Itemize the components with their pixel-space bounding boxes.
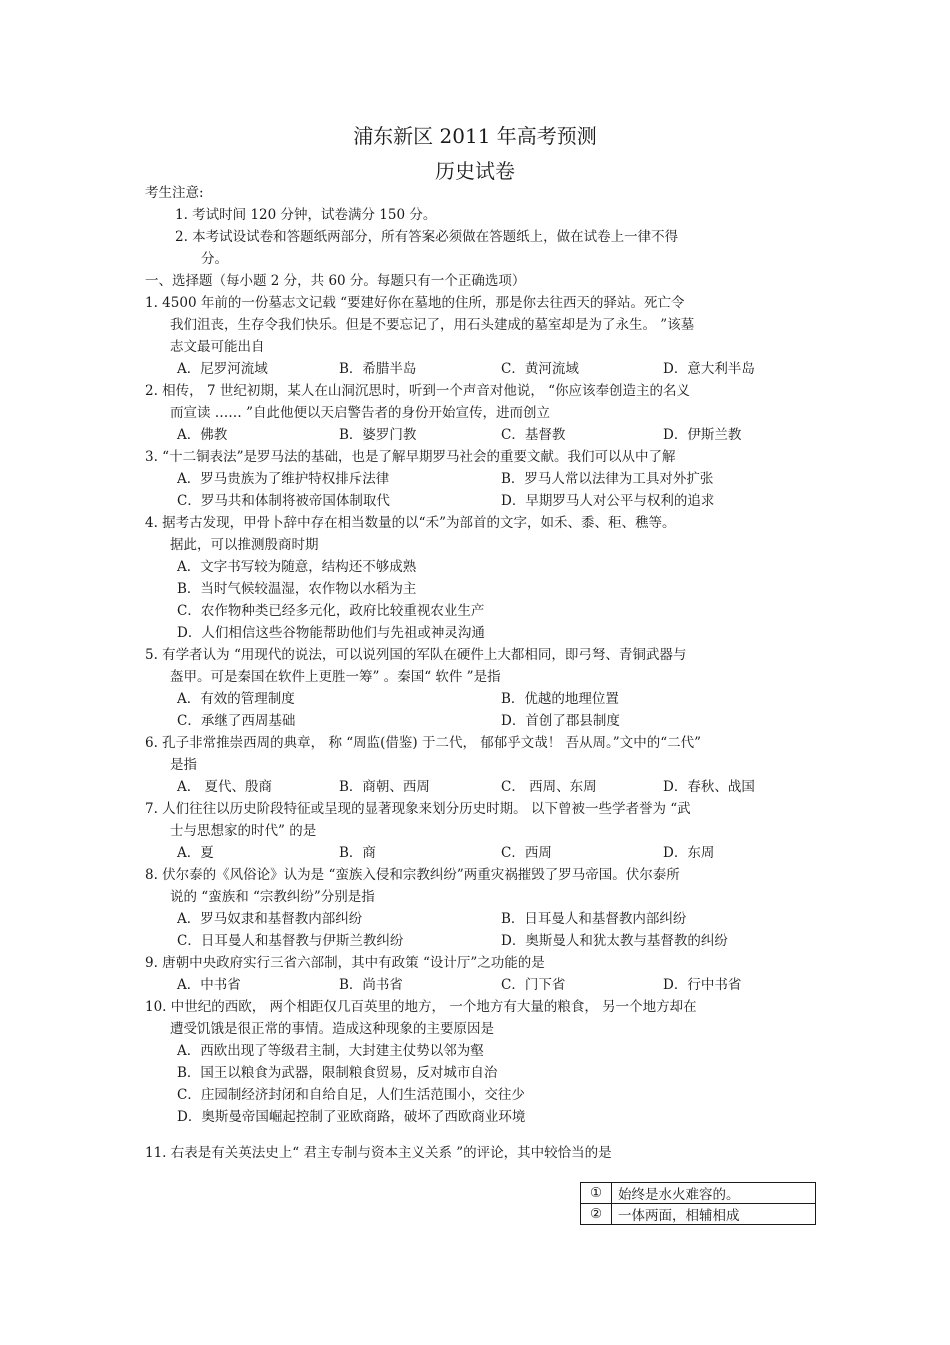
option-c: C．日耳曼人和基督教与伊斯兰教纠纷	[177, 933, 404, 949]
table-row	[581, 1183, 816, 1204]
option-b: B．尚书省	[339, 977, 403, 993]
notice-label: 考生注意:	[145, 185, 204, 201]
option-b: B．国王以粮食为武器，限制粮食贸易，反对城市自治	[177, 1065, 498, 1081]
comment-table	[580, 1182, 816, 1225]
option-d: D．人们相信这些谷物能帮助他们与先祖或神灵沟通	[177, 625, 485, 641]
option-row	[145, 930, 825, 952]
question-text: 6. 孔子非常推崇西周的典章， 称 “周监(借鉴) 于二代， 郁郁乎文哉！ 吾从周。”文中的“二代”	[145, 735, 702, 751]
option-row	[145, 842, 825, 864]
table-cell-num: ①	[581, 1183, 612, 1204]
page-subtitle: 历史试卷	[435, 159, 515, 183]
option-a: A．中书省	[177, 977, 241, 993]
notice-item: 1. 考试时间 120 分钟，试卷满分 150 分。	[175, 207, 437, 223]
option-a: A．佛教	[177, 427, 228, 443]
option-c: C．庄园制经济封闭和自给自足，人们生活范围小，交往少	[177, 1087, 525, 1103]
option-b: B．当时气候较温湿，农作物以水稻为主	[177, 581, 417, 597]
question-text: 5. 有学者认为 “用现代的说法，可以说列国的军队在硬件上大都相同，即弓弩、青铜武器与	[145, 647, 687, 663]
option-c: C．农作物种类已经多元化，政府比较重视农业生产	[177, 603, 485, 619]
option-c: C．承继了西周基础	[177, 713, 296, 729]
option-a: A．西欧出现了等级君主制，大封建主仗势以邻为壑	[177, 1043, 484, 1059]
question-text: 士与思想家的时代” 的是	[170, 823, 317, 839]
table-cell-text: 始终是水火难容的。	[612, 1183, 816, 1204]
option-b: B．日耳曼人和基督教内部纠纷	[501, 911, 687, 927]
option-c: C．西周	[501, 845, 552, 861]
option-a: A．尼罗河流域	[177, 361, 268, 377]
question-text: 我们沮丧，生存令我们快乐。但是不要忘记了，用石头建成的墓室却是为了永生。 ”该墓	[170, 317, 695, 333]
question-text: 3. “十二铜表法”是罗马法的基础，也是了解早期罗马社会的重要文献。我们可以从中了解	[145, 449, 676, 465]
option-b: B．商朝、西周	[339, 779, 430, 795]
option-a: A．夏	[177, 845, 214, 861]
option-d: D．东周	[663, 845, 715, 861]
question-text: 而宣读 …… ”自此他便以天启警告者的身份开始宣传，进而创立	[170, 405, 550, 421]
option-c: C．黄河流域	[501, 361, 579, 377]
option-row	[145, 490, 825, 512]
option-b: B．商	[339, 845, 376, 861]
option-b: B．希腊半岛	[339, 361, 417, 377]
section-heading: 一、选择题（每小题 2 分，共 60 分。每题只有一个正确选项）	[145, 273, 526, 289]
page-title: 浦东新区 2011 年高考预测	[353, 124, 597, 148]
option-row	[145, 424, 825, 446]
option-row	[145, 358, 825, 380]
question-text: 是指	[170, 757, 197, 773]
option-row	[145, 776, 825, 798]
option-d: D．伊斯兰教	[663, 427, 742, 443]
question-text: 8. 伏尔泰的《风俗论》认为是 “蛮族入侵和宗教纠纷”两重灾祸摧毁了罗马帝国。伏尔泰所	[145, 867, 680, 883]
question-text: 9. 唐朝中央政府实行三省六部制，其中有政策 “设计厅”之功能的是	[145, 955, 545, 971]
option-b: B．婆罗门教	[339, 427, 417, 443]
option-b: B．罗马人常以法律为工具对外扩张	[501, 471, 714, 487]
notice-item: 2. 本考试设试卷和答题纸两部分，所有答案必须做在答题纸上，做在试卷上一律不得	[175, 229, 679, 245]
question-text: 据此，可以推测殷商时期	[170, 537, 319, 553]
option-b: B．优越的地理位置	[501, 691, 619, 707]
notice-item: 分。	[201, 251, 228, 267]
option-d: D．行中书省	[663, 977, 742, 993]
exam-content	[145, 182, 825, 1164]
option-c: C．基督教	[501, 427, 566, 443]
option-a: A．罗马奴隶和基督教内部纠纷	[177, 911, 363, 927]
table-cell-text: 一体两面，相辅相成	[612, 1204, 816, 1225]
table-cell-num: ②	[581, 1204, 612, 1225]
option-a: A． 夏代、殷商	[177, 779, 273, 795]
option-c: C．门下省	[501, 977, 566, 993]
option-row	[145, 468, 825, 490]
option-row	[145, 974, 825, 996]
question-text: 11. 右表是有关英法史上“ 君主专制与资本主义关系 ”的评论，其中较恰当的是	[145, 1145, 612, 1161]
option-d: D．奥斯曼帝国崛起控制了亚欧商路，破坏了西欧商业环境	[177, 1109, 526, 1125]
option-d: D．早期罗马人对公平与权利的追求	[501, 493, 715, 509]
question-text: 2. 相传， 7 世纪初期，某人在山洞沉思时，听到一个声音对他说， “你应该奉创造主的名义	[145, 383, 691, 399]
option-c: C． 西周、东周	[501, 779, 597, 795]
option-a: A．有效的管理制度	[177, 691, 295, 707]
option-d: D．意大利半岛	[663, 361, 755, 377]
option-a: A．文字书写较为随意，结构还不够成熟	[177, 559, 417, 575]
option-d: D．首创了郡县制度	[501, 713, 620, 729]
option-d: D．春秋、战国	[663, 779, 755, 795]
question-text: 遭受饥饿是很正常的事情。造成这种现象的主要原因是	[170, 1021, 494, 1037]
question-text: 志文最可能出自	[170, 339, 265, 355]
question-text: 说的 “蛮族和 “宗教纠纷”分别是指	[170, 889, 375, 905]
table-row	[581, 1204, 816, 1225]
question-text: 10. 中世纪的西欧， 两个相距仅几百英里的地方， 一个地方有大量的粮食， 另一个地方却在	[145, 999, 697, 1015]
option-d: D．奥斯曼人和犹太教与基督教的纠纷	[501, 933, 728, 949]
option-row	[145, 908, 825, 930]
option-c: C．罗马共和体制将被帝国体制取代	[177, 493, 390, 509]
option-row	[145, 688, 825, 710]
question-text: 4. 据考古发现，甲骨卜辞中存在相当数量的以“禾”为部首的文字，如禾、黍、秬、穛等。	[145, 515, 676, 531]
question-text: 1. 4500 年前的一份墓志文记载 “要建好你在墓地的住所，那是你去往西天的驿站。死亡令	[145, 295, 685, 311]
question-text: 7. 人们往往以历史阶段特征或呈现的显著现象来划分历史时期。 以下曾被一些学者誉为 “武	[145, 801, 691, 817]
option-a: A．罗马贵族为了维护特权排斥法律	[177, 471, 390, 487]
question-text: 盔甲。可是秦国在软件上更胜一筹” 。秦国“ 软件 ”是指	[170, 669, 501, 685]
option-row	[145, 710, 825, 732]
